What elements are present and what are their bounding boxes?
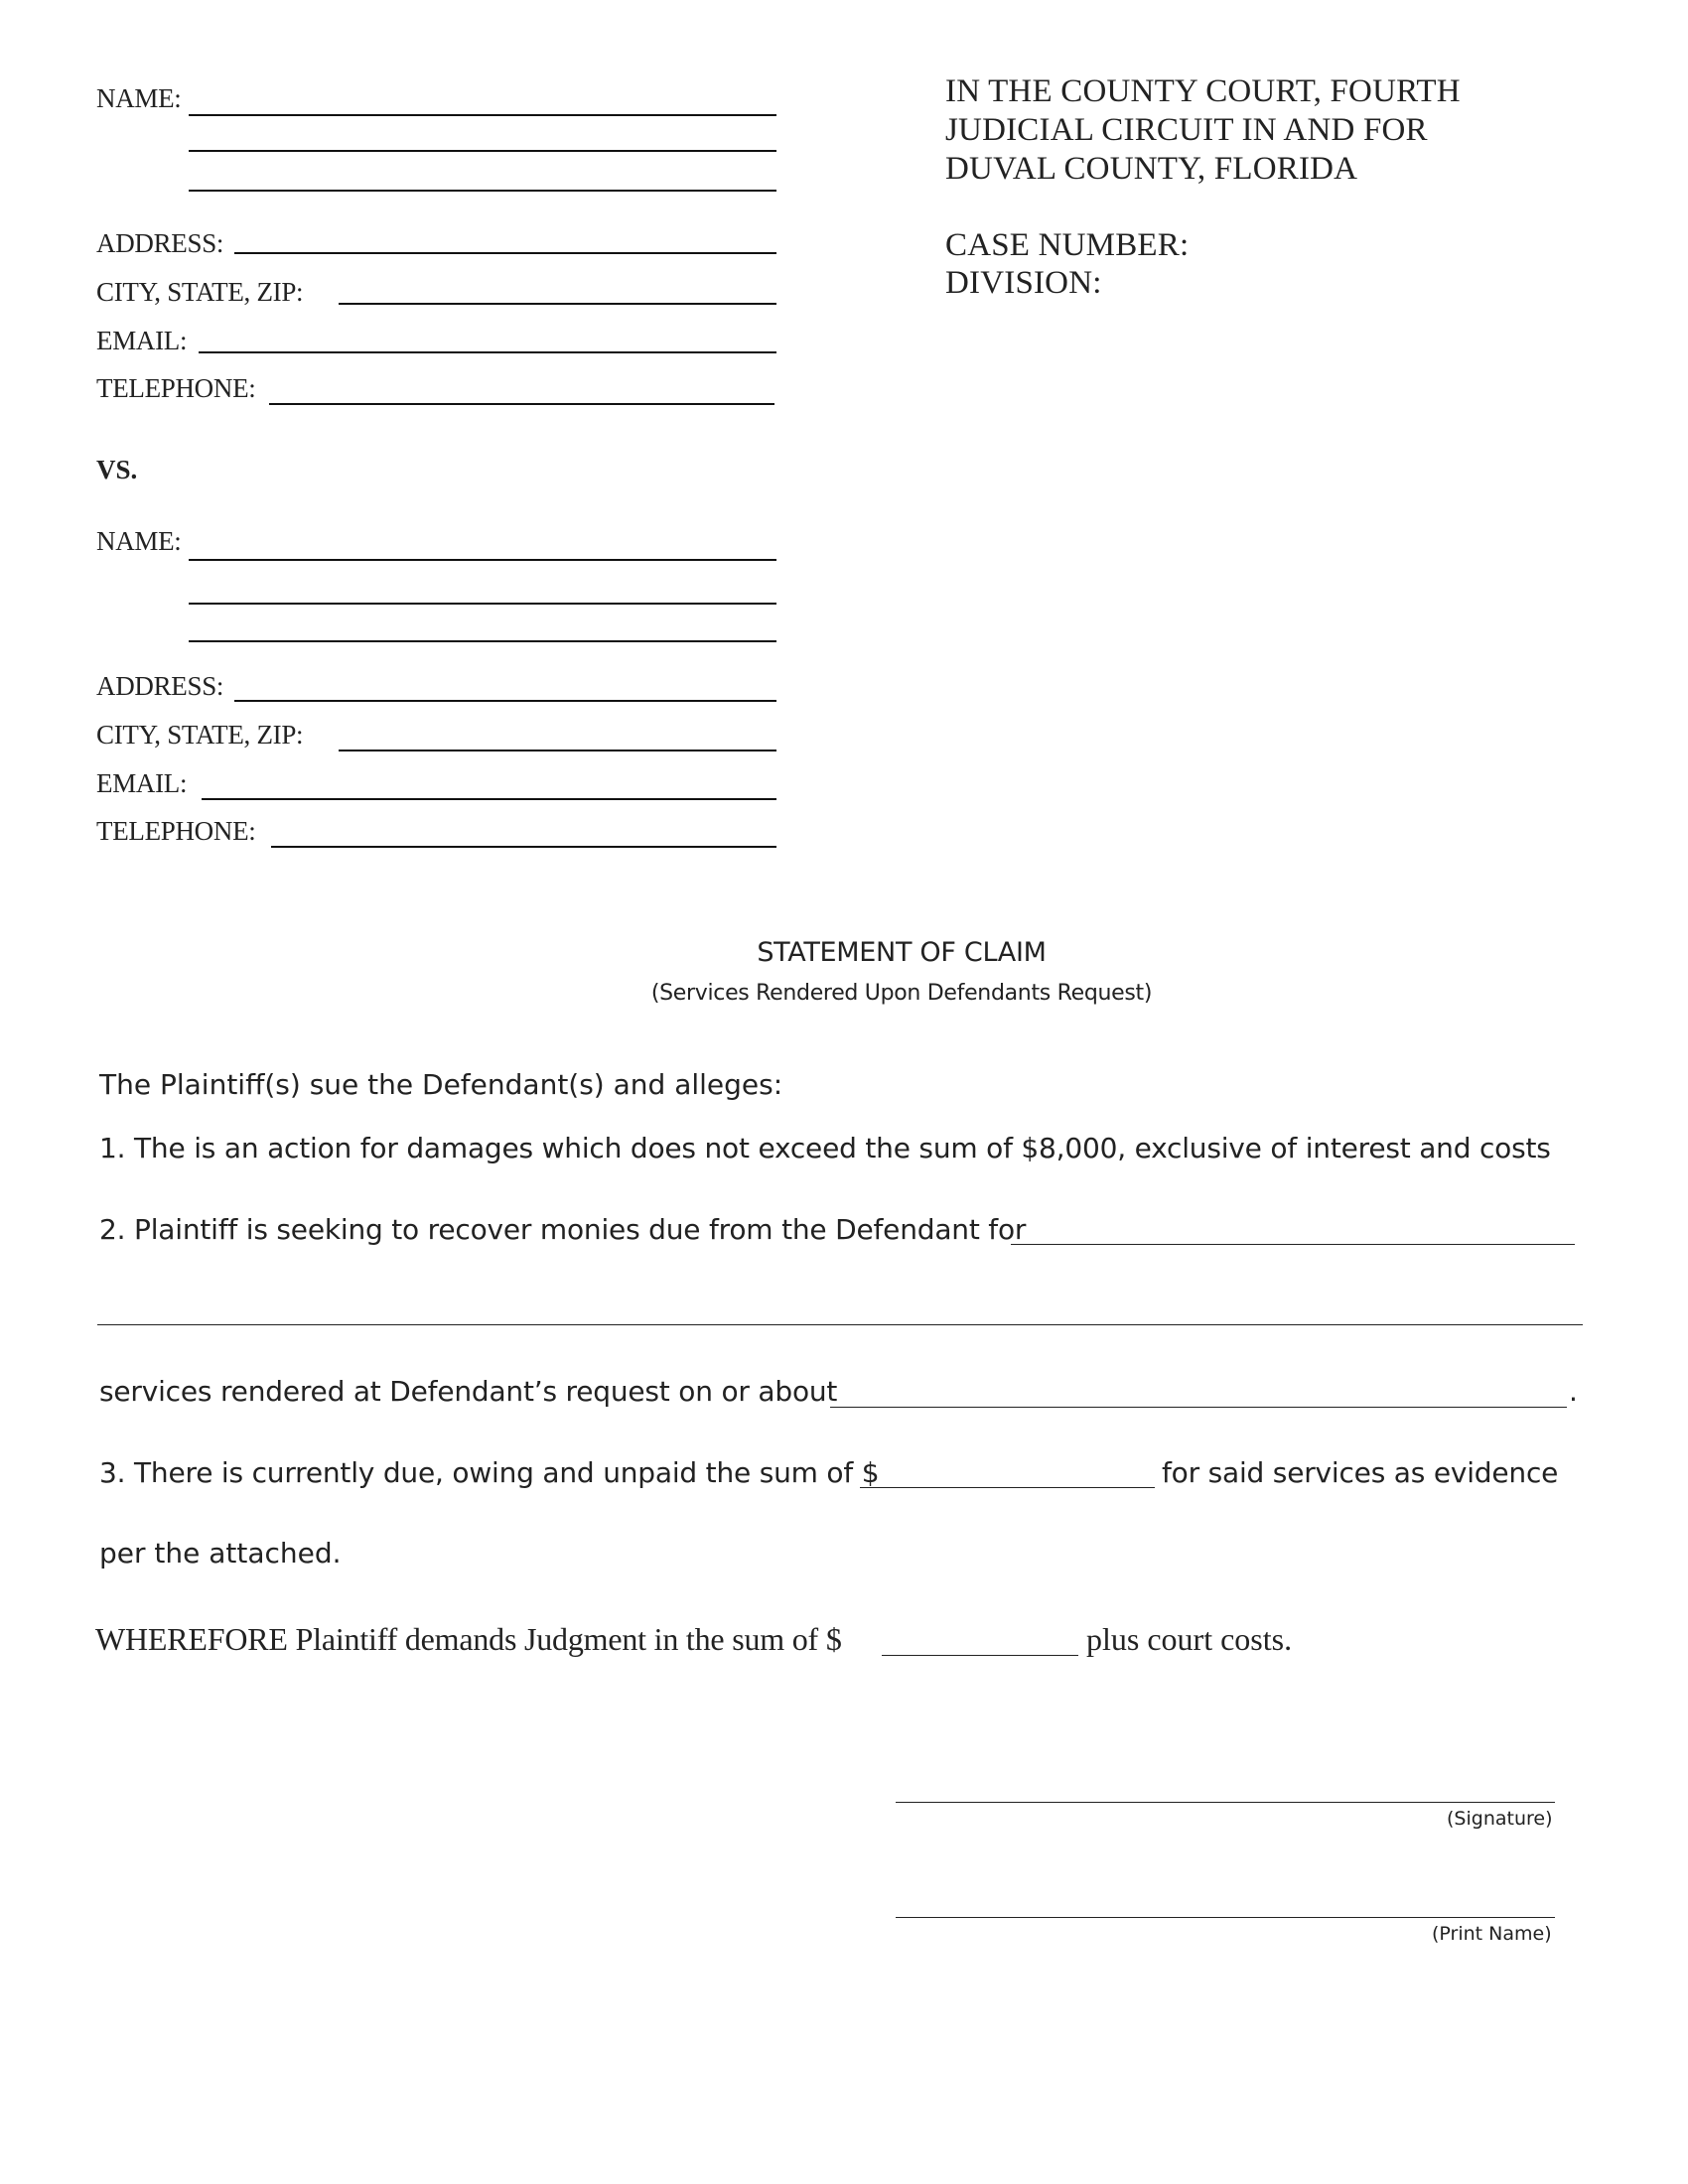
defendant-city-label: CITY, STATE, ZIP: (96, 720, 304, 750)
print-name-label: (Print Name) (1432, 1923, 1552, 1945)
services-description-field[interactable] (1011, 1244, 1575, 1245)
defendant-email-field[interactable] (202, 798, 776, 800)
plaintiff-email-label: EMAIL: (96, 326, 188, 355)
paragraph-3-end: per the attached. (99, 1537, 342, 1570)
paragraph-3: 3. There is currently due, owing and unpaid the sum of $ (99, 1456, 880, 1489)
defendant-address-field[interactable] (234, 700, 776, 702)
defendant-city-field[interactable] (339, 750, 776, 751)
defendant-name-label: NAME: (96, 526, 182, 556)
case-number-label: CASE NUMBER: (945, 227, 1190, 263)
judgment-amount-field[interactable] (882, 1655, 1078, 1656)
defendant-telephone-label: TELEPHONE: (96, 816, 256, 846)
paragraph-2b-end: . (1569, 1375, 1578, 1408)
plaintiff-name-field-3[interactable] (189, 190, 776, 192)
plaintiff-telephone-field[interactable] (269, 403, 774, 405)
plaintiff-city-label: CITY, STATE, ZIP: (96, 277, 304, 307)
plaintiff-address-field[interactable] (234, 252, 776, 254)
plaintiff-name-field-1[interactable] (189, 114, 776, 116)
signature-label: (Signature) (1447, 1808, 1553, 1830)
court-line-2: JUDICIAL CIRCUIT IN AND FOR (945, 112, 1428, 148)
court-line-3: DUVAL COUNTY, FLORIDA (945, 151, 1358, 187)
defendant-name-field-1[interactable] (189, 559, 776, 561)
amount-due-field[interactable] (860, 1487, 1155, 1488)
defendant-name-field-2[interactable] (189, 603, 776, 605)
print-name-field[interactable] (896, 1917, 1555, 1918)
paragraph-2: 2. Plaintiff is seeking to recover monies due from the Defendant for (99, 1213, 1027, 1246)
plaintiff-name-field-2[interactable] (189, 150, 776, 152)
document-subtitle: (Services Rendered Upon Defendants Request) (650, 981, 1153, 1006)
paragraph-2b: services rendered at Defendant’s request on or about (99, 1375, 838, 1408)
division-label: DIVISION: (945, 265, 1102, 301)
wherefore-clause: WHEREFORE Plaintiff demands Judgment in the sum of $ (95, 1621, 842, 1657)
plaintiff-city-field[interactable] (339, 303, 776, 305)
vs-label: VS. (96, 455, 138, 484)
plaintiff-name-label: NAME: (96, 83, 182, 113)
plaintiff-email-field[interactable] (199, 351, 776, 353)
signature-field[interactable] (896, 1802, 1555, 1803)
paragraph-3-continued: for said services as evidence (1162, 1456, 1559, 1489)
defendant-email-label: EMAIL: (96, 768, 188, 798)
court-line-1: IN THE COUNTY COURT, FOURTH (945, 73, 1461, 109)
plaintiff-telephone-label: TELEPHONE: (96, 373, 256, 403)
plaintiff-address-label: ADDRESS: (96, 228, 224, 258)
defendant-name-field-3[interactable] (189, 640, 776, 642)
wherefore-clause-end: plus court costs. (1086, 1621, 1293, 1657)
defendant-telephone-field[interactable] (271, 846, 776, 848)
paragraph-1: 1. The is an action for damages which does not exceed the sum of $8,000, exclusive of interest and costs (99, 1132, 1551, 1164)
defendant-address-label: ADDRESS: (96, 671, 224, 701)
document-title: STATEMENT OF CLAIM (757, 937, 1047, 968)
services-description-field-2[interactable] (97, 1324, 1583, 1325)
service-date-field[interactable] (830, 1407, 1567, 1408)
claim-intro: The Plaintiff(s) sue the Defendant(s) and alleges: (99, 1068, 783, 1101)
